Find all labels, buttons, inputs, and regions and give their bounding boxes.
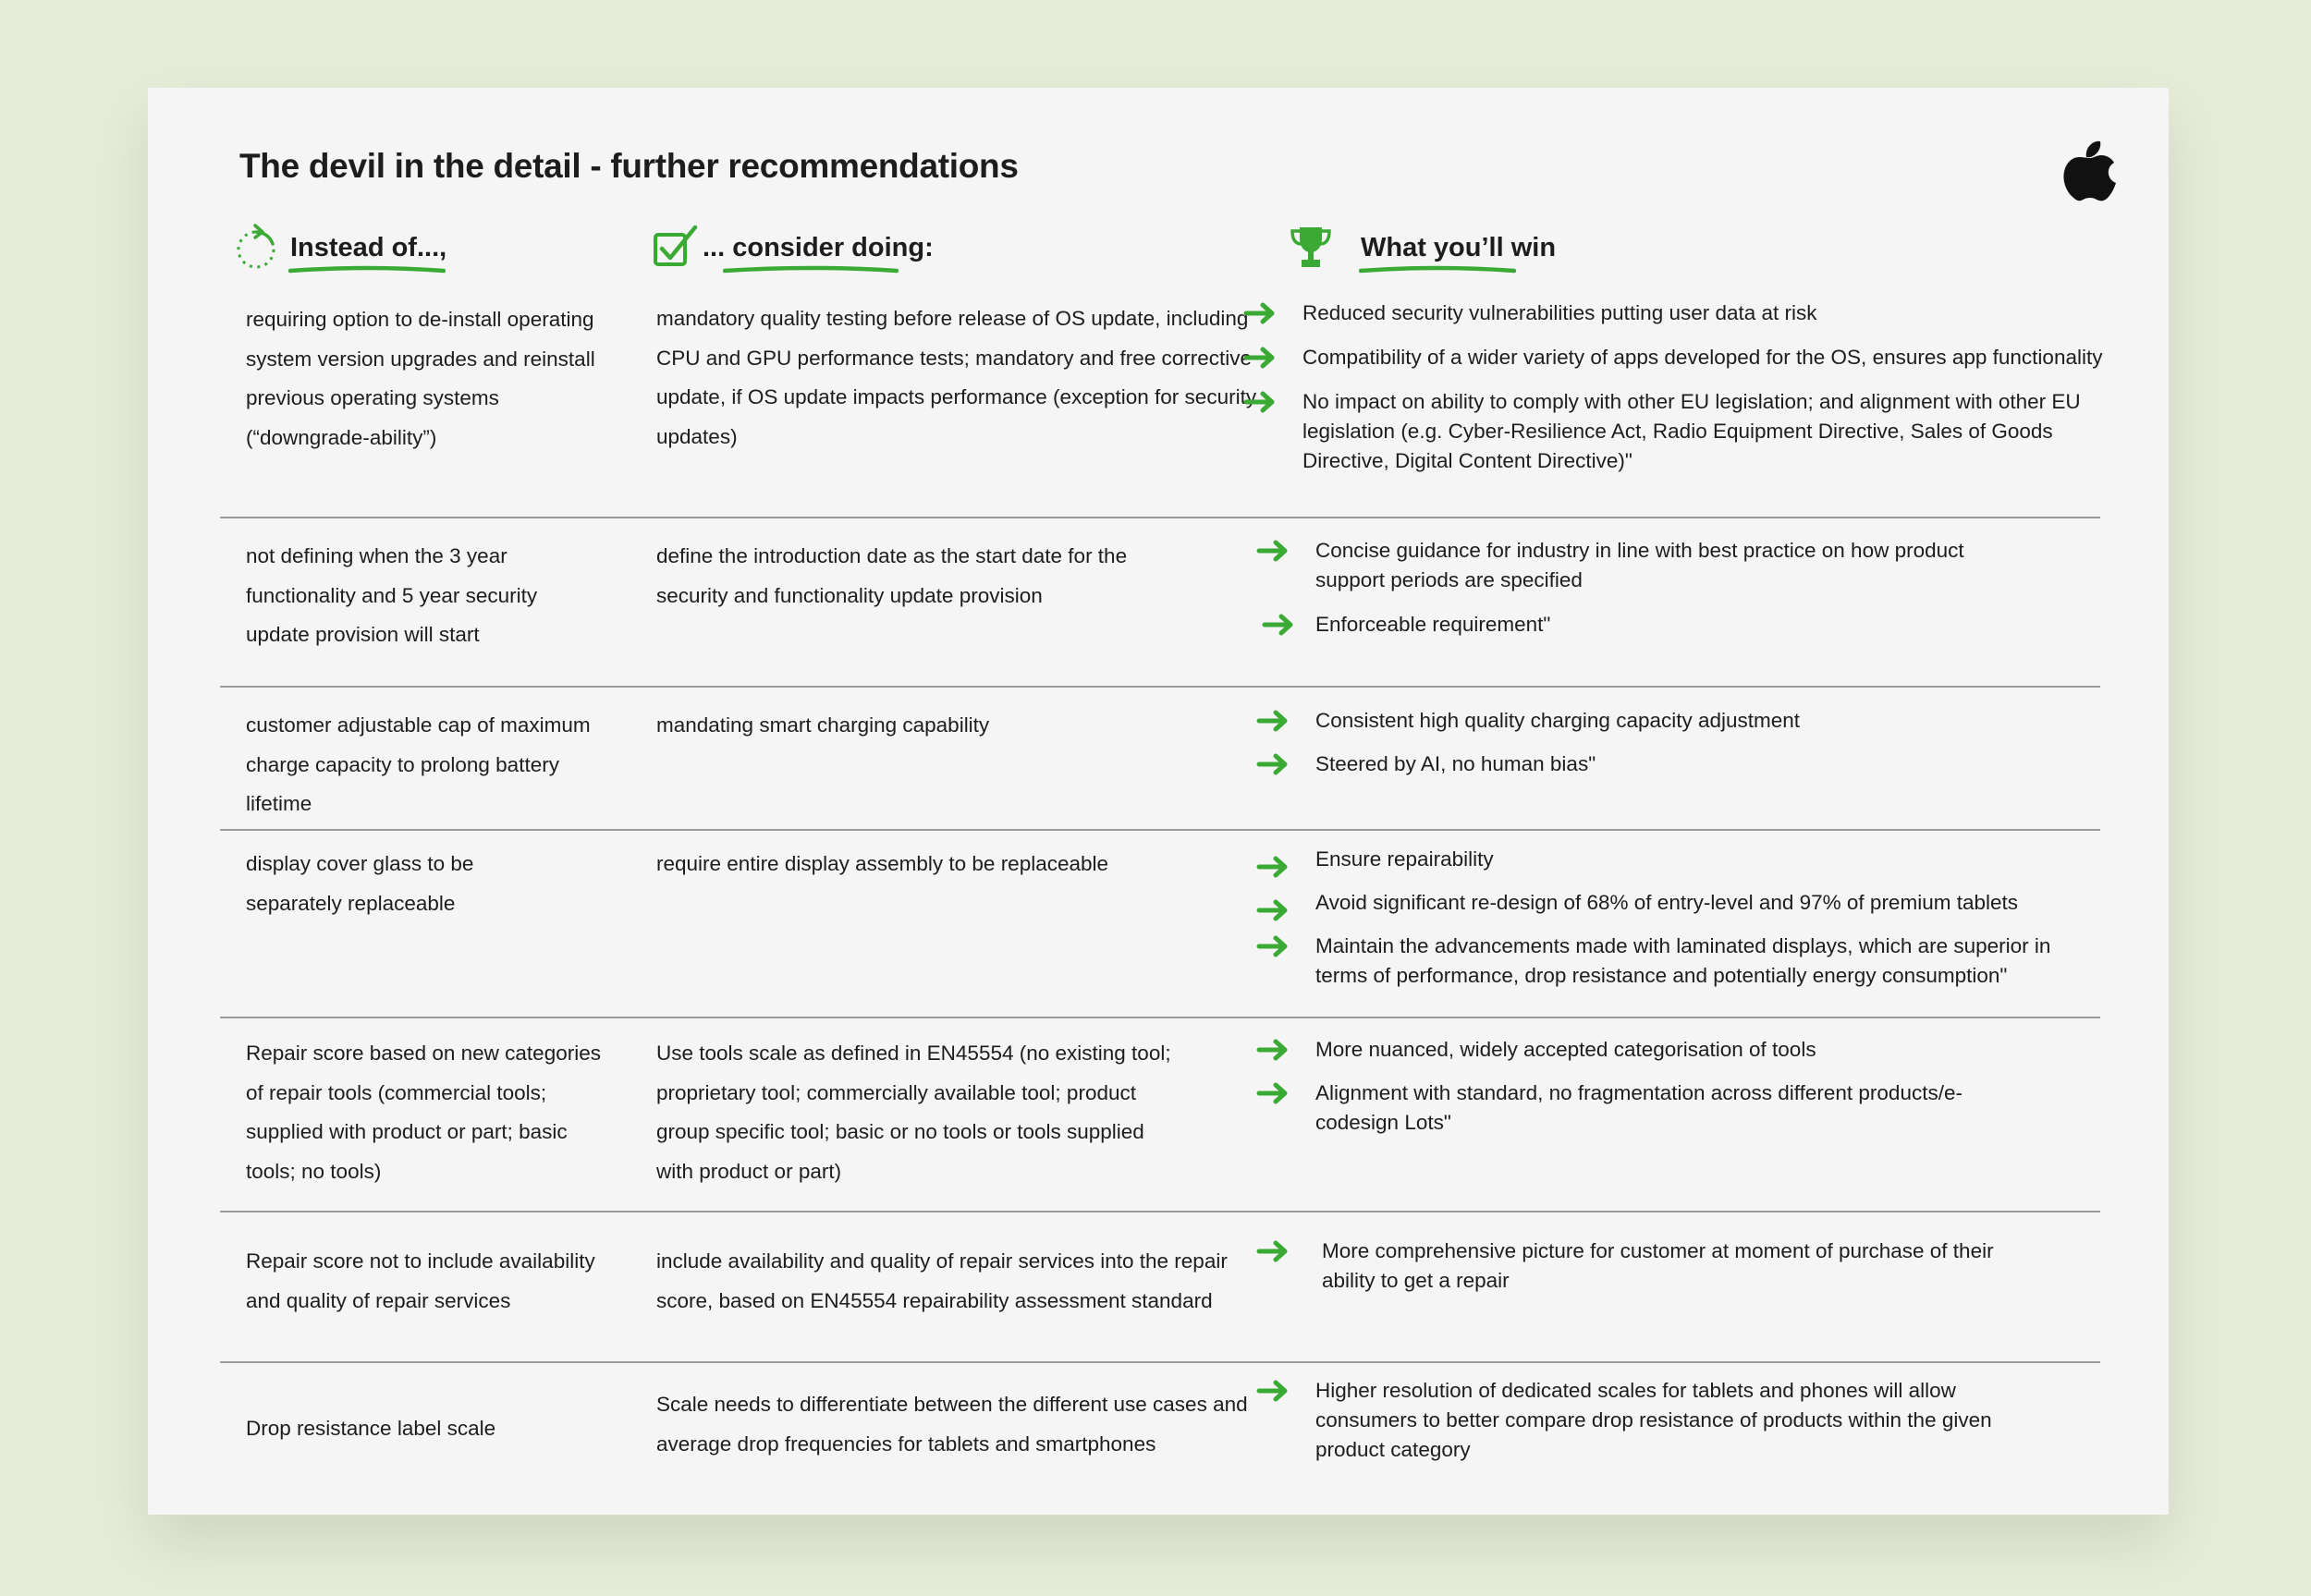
win-item: Enforceable requirement" [1315, 610, 1999, 640]
row-divider [220, 829, 2100, 831]
arrow-right-icon [1256, 1078, 1290, 1108]
page-title: The devil in the detail - further recommendations [239, 147, 1019, 185]
win-item: Steered by AI, no human bias" [1315, 749, 1999, 779]
arrow-right-icon [1256, 1376, 1290, 1406]
consider-cell: define the introduction date as the start date for the security and functionality update provision [656, 544, 1128, 607]
column-title: What you’ll win [1361, 233, 1556, 263]
instead-cell: not defining when the 3 year functionality and 5 year security update provision will start [246, 544, 538, 646]
consider-cell: Use tools scale as defined in EN45554 (no existing tool; proprietary tool; commercially available tool; product group specific tool; basic or no tools or tools supplied with product or part) [656, 1042, 1171, 1183]
apple-logo-icon [2063, 138, 2117, 202]
win-item: Maintain the advancements made with laminated displays, which are superior in terms of performance, drop resistance and potentially energy consumption" [1315, 932, 2101, 991]
column-header-consider [651, 225, 934, 271]
win-item: Consistent high quality charging capacity adjustment [1315, 706, 1999, 736]
row-divider [220, 517, 2100, 518]
consider-cell: Scale needs to differentiate between the different use cases and average drop frequencies for tablets and smartphones [656, 1393, 1248, 1456]
column-header-instead [233, 225, 446, 271]
column-title: Instead of..., [290, 233, 446, 263]
arrow-right-icon [1256, 706, 1290, 736]
consider-cell: include availability and quality of repair services into the repair score, based on EN45554 repairability assessment standard [656, 1249, 1228, 1312]
consider-cell: mandatory quality testing before release of OS update, including CPU and GPU performance tests; mandatory and free corrective update, if OS update impacts performance (exception for security updates) [656, 307, 1257, 448]
arrow-right-icon [1243, 343, 1277, 372]
row-divider [220, 686, 2100, 688]
arrow-right-icon [1256, 1035, 1290, 1065]
row-divider [220, 1017, 2100, 1018]
win-item: More nuanced, widely accepted categorisation of tools [1315, 1035, 1999, 1065]
arrow-right-icon [1256, 1237, 1290, 1266]
arrow-right-icon [1262, 610, 1295, 640]
row-divider [220, 1361, 2100, 1363]
instead-cell: customer adjustable cap of maximum charge capacity to prolong battery lifetime [246, 713, 591, 815]
column-header-win [1287, 225, 1556, 271]
win-item: Higher resolution of dedicated scales for tablets and phones will allow consumers to better compare drop resistance of products within the given product category [1315, 1376, 1999, 1465]
instead-cell: display cover glass to be separately replaceable [246, 852, 474, 915]
consider-cell: mandating smart charging capability [656, 713, 990, 737]
win-item: No impact on ability to comply with other EU legislation; and alignment with other EU legislation (e.g. Cyber-Resilience Act, Radio Equipment Directive, Sales of Goods Directive, Digital Content Directive)" [1302, 387, 2134, 476]
arrow-right-icon [1243, 298, 1277, 328]
instead-cell: requiring option to de-install operating system version upgrades and reinstall previous operating systems (“downgrade-ability”) [246, 308, 595, 449]
arrow-right-icon [1256, 852, 1290, 882]
arrow-right-icon [1256, 932, 1290, 961]
column-title: ... consider doing: [703, 233, 934, 263]
trophy-icon [1287, 224, 1335, 272]
win-item: Compatibility of a wider variety of apps developed for the OS, ensures app functionality [1302, 343, 2134, 372]
win-item: More comprehensive picture for customer at moment of purchase of their ability to get a repair [1322, 1237, 1997, 1296]
win-item: Ensure repairability [1315, 845, 2101, 874]
instead-cell: Drop resistance label scale [246, 1417, 496, 1440]
refresh-icon [233, 224, 281, 272]
win-item: Alignment with standard, no fragmentation across different products/e-codesign Lots" [1315, 1078, 1999, 1138]
slide [148, 88, 2169, 1515]
win-item: Reduced security vulnerabilities putting user data at risk [1302, 298, 2134, 328]
instead-cell: Repair score based on new categories of repair tools (commercial tools; supplied with product or part; basic tools; no tools) [246, 1042, 601, 1183]
win-item: Concise guidance for industry in line with best practice on how product support periods are specified [1315, 536, 1999, 595]
checkbox-icon [651, 224, 699, 272]
arrow-right-icon [1256, 536, 1290, 566]
arrow-right-icon [1256, 895, 1290, 925]
row-divider [220, 1211, 2100, 1212]
instead-cell: Repair score not to include availability and quality of repair services [246, 1249, 595, 1312]
consider-cell: require entire display assembly to be replaceable [656, 852, 1109, 875]
arrow-right-icon [1243, 387, 1277, 417]
win-item: Avoid significant re-design of 68% of entry-level and 97% of premium tablets [1315, 888, 2101, 918]
arrow-right-icon [1256, 749, 1290, 779]
